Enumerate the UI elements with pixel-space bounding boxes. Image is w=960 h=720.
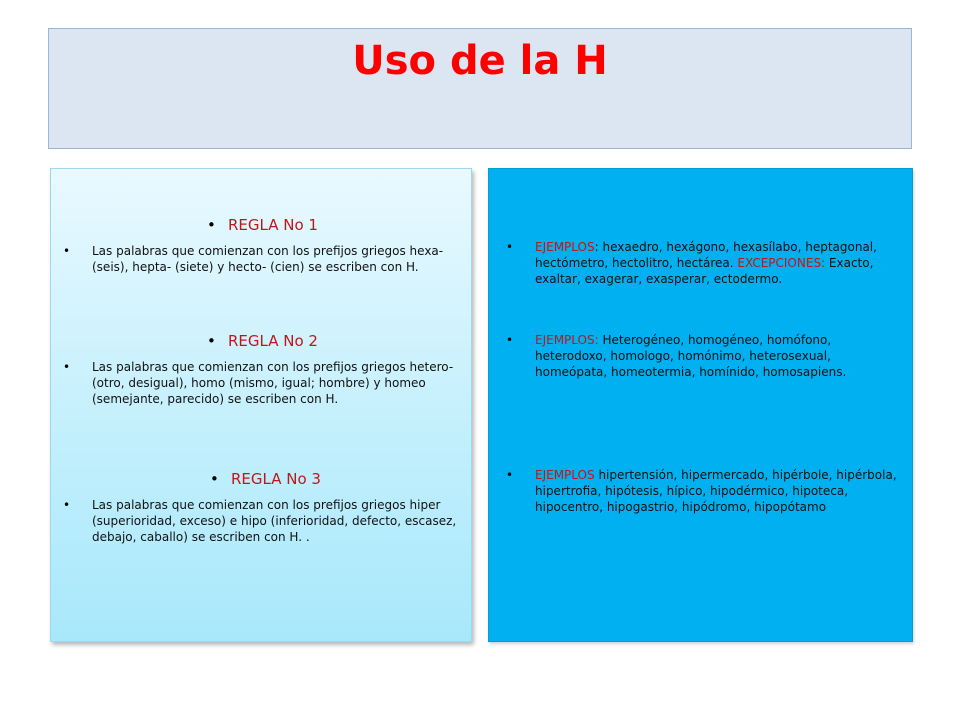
rule-2-body: Las palabras que comienzan con los prefijos griegos hetero- (otro, desigual), homo (mismo, igual; hombre) y homeo (semejante, parecido) se escriben con H. xyxy=(92,360,454,406)
bullet-icon: • xyxy=(506,468,514,482)
rule-3-heading xyxy=(210,470,321,488)
rule-1-heading-text: REGLA No 1 xyxy=(228,216,318,234)
examples-sep-1: : xyxy=(594,240,603,254)
examples-item-3 xyxy=(506,467,905,515)
bullet-icon: • xyxy=(207,332,216,350)
rule-1-text xyxy=(63,243,468,275)
rule-2-heading xyxy=(207,332,318,350)
exceptions-text: Exacto, exaltar, exagerar, exasperar, ectodermo. xyxy=(535,256,874,286)
bullet-icon: • xyxy=(63,244,71,258)
exceptions-label: EXCEPCIONES: xyxy=(737,256,826,270)
rule-1-body: Las palabras que comienzan con los prefijos griegos hexa- (seis), hepta- (siete) y hecto- (cien) se escriben con H. xyxy=(92,244,444,274)
examples-item-1 xyxy=(506,239,905,287)
rule-2-heading-text: REGLA No 2 xyxy=(228,332,318,350)
rule-3-text xyxy=(63,497,468,545)
bullet-icon: • xyxy=(63,498,71,512)
examples-label-1: EJEMPLOS xyxy=(535,240,595,254)
bullet-icon: • xyxy=(210,470,219,488)
slide-title: Uso de la H xyxy=(352,38,608,84)
title-box xyxy=(48,28,912,149)
rule-1-heading xyxy=(207,216,318,234)
examples-item-2 xyxy=(506,332,905,380)
bullet-icon: • xyxy=(63,360,71,374)
bullet-icon: • xyxy=(506,333,514,347)
rules-panel xyxy=(50,168,472,642)
examples-text-1: hexaedro, hexágono, hexasílabo, heptagonal, hectómetro, hectolitro, hectárea. xyxy=(535,240,877,270)
examples-text-3: hipertensión, hipermercado, hipérbole, hipérbola, hipertrofia, hipótesis, hípico, hipodérmico, hipoteca, hipocentro, hipogastrio, hipódromo, hipopótamo xyxy=(535,468,897,514)
examples-text-2: Heterogéneo, homogéneo, homófono, heterodoxo, homologo, homónimo, heterosexual, homeópata, homeotermia, homínido, homosapiens. xyxy=(535,333,847,379)
bullet-icon: • xyxy=(506,240,514,254)
examples-label-3: EJEMPLOS xyxy=(535,468,595,482)
rule-2-text xyxy=(63,359,468,407)
rule-3-body: Las palabras que comienzan con los prefijos griegos hiper (superioridad, exceso) e hipo (inferioridad, defecto, escasez, debajo, caballo) se escriben con H. . xyxy=(92,498,457,544)
examples-label-2: EJEMPLOS: xyxy=(535,333,599,347)
rule-3-heading-text: REGLA No 3 xyxy=(231,470,321,488)
examples-panel xyxy=(488,168,913,642)
bullet-icon: • xyxy=(207,216,216,234)
